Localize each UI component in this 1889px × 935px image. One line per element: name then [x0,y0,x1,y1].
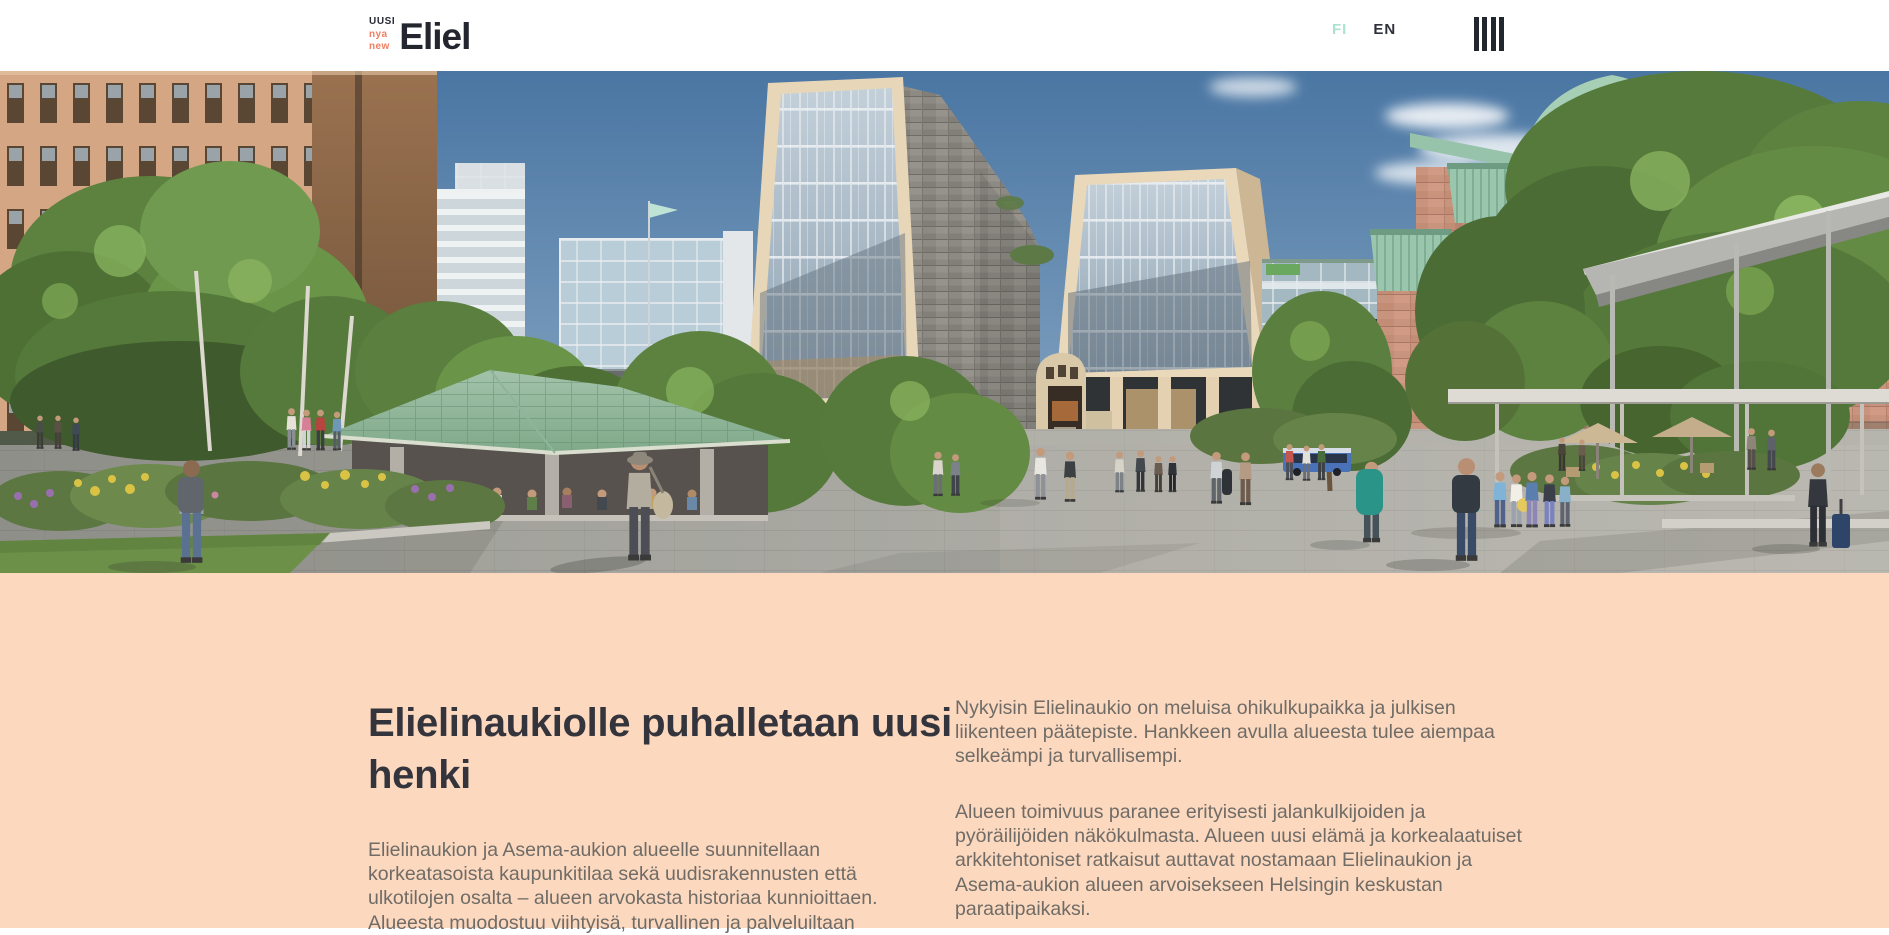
logo-wordmark: Eliel [399,16,471,57]
suitcase [1832,514,1850,548]
lang-en-link[interactable]: EN [1373,21,1397,38]
menu-bar-icon [1474,17,1479,51]
menu-bar-icon [1491,17,1496,51]
site-logo[interactable] [369,16,470,55]
language-switcher [1332,21,1396,38]
dark-backpack [1452,475,1480,513]
hero-image [0,71,1889,573]
intro-paragraph-left: Elielinaukion ja Asema-aukion alueelle suunnitellaan korkeatasoista kaupunkitilaa sekä uudisrakennusten että ulkotilojen osalta – alueen arvokasta historiaa kunnioittaen. Alueesta muodostuu viihtyisä, turvallinen ja palveluiltaan [368,839,878,934]
shoulder-bag [653,491,673,519]
logo-word-uusi: UUSI [369,16,396,27]
intro-paragraph-right-2: Alueen toimivuus paranee erityisesti jalankulkijoiden ja pyöräilijöiden näkökulmasta. Alueen uusi elämä ja korkealaatuiset arkkitehtoniset ratkaisut auttavat nostamaan Elielinaukion ja Asema-aukion alueen arvoisekseen Helsingin keskustan paraatipaikaksi. [955,801,1522,920]
menu-button[interactable] [1474,17,1504,51]
hero-rendering-svg [0,71,1889,573]
logo-word-nya: nya [369,28,388,40]
lang-fi-link[interactable]: FI [1332,21,1348,38]
intro-paragraph-right-1: Nykyisin Elielinaukio on meluisa ohikulkupaikka ja julkisen liikenteen päätepiste. Hankkeen avulla alueesta tulee aiempaa selkeämpi ja turvallisempi. [955,697,1495,768]
section-heading: Elielinaukiolle puhalletaan uusi henki [368,701,952,797]
menu-bar-icon [1482,17,1487,51]
menu-bar-icon [1499,17,1504,51]
teal-backpack [1356,469,1383,515]
site-header [0,0,1889,71]
logo-word-new: new [369,41,390,52]
coat-over-arm [1222,469,1232,495]
gray-backpack [178,477,204,513]
logo-stack [369,16,395,55]
intro-section [0,573,1889,934]
